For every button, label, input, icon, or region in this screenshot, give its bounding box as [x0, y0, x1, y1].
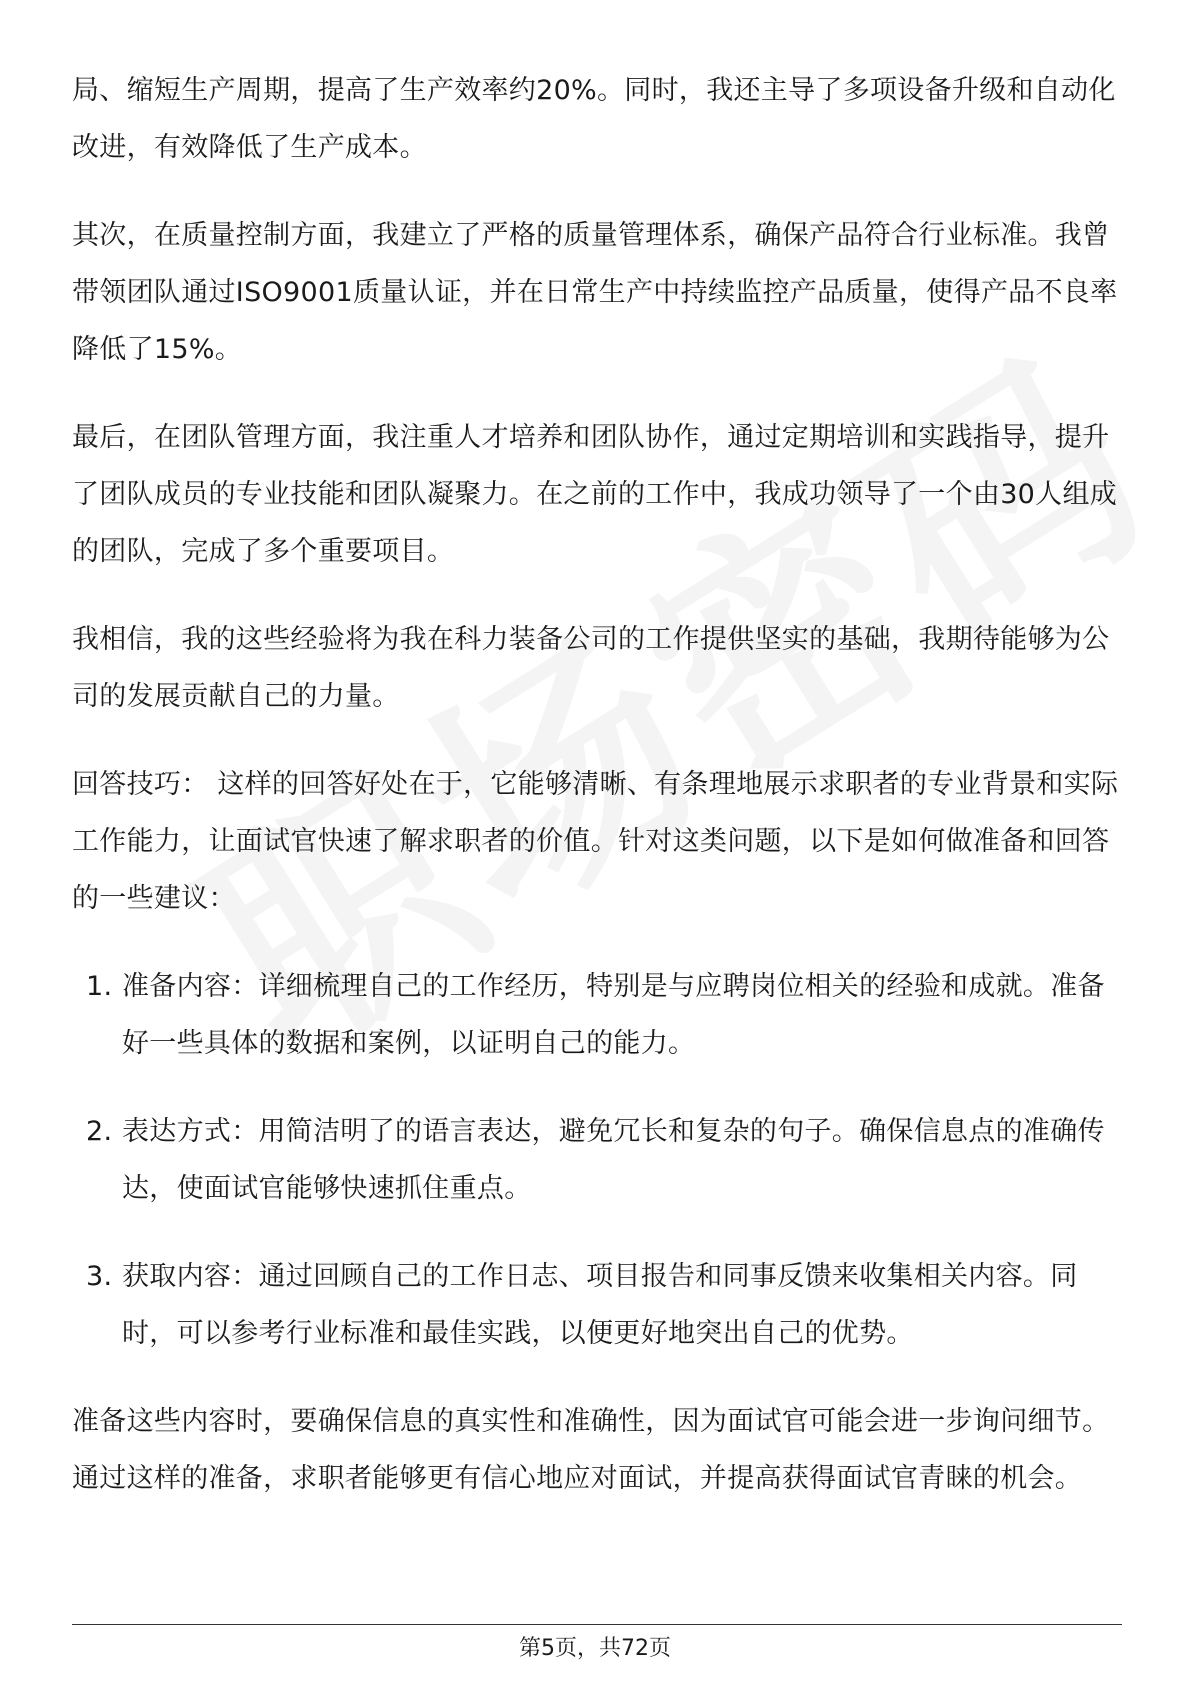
- list-number: 2.: [86, 1116, 113, 1147]
- list-item: [72, 958, 1122, 1072]
- list-item: [72, 1103, 1122, 1217]
- footer-divider: [72, 1624, 1122, 1625]
- list-number: 1.: [86, 971, 113, 1002]
- list-text: 准备内容：详细梳理自己的工作经历，特别是与应聘岗位相关的经验和成就。准备好一些具体的数据和案例，以证明自己的能力。: [122, 971, 1105, 1059]
- closing-paragraph: 准备这些内容时，要确保信息的真实性和准确性，因为面试官可能会进一步询问细节。通过这样的准备，求职者能够更有信心地应对面试，并提高获得面试官青睐的机会。: [72, 1406, 1110, 1494]
- paragraph-3: 最后，在团队管理方面，我注重人才培养和团队协作，通过定期培训和实践指导，提升了团队成员的专业技能和团队凝聚力。在之前的工作中，我成功领导了一个由30人组成的团队，完成了多个重要项目。: [72, 422, 1118, 567]
- list-item: [72, 1248, 1122, 1362]
- answer-tips-paragraph: 回答技巧： 这样的回答好处在于，它能够清晰、有条理地展示求职者的专业背景和实际工作能力，让面试官快速了解求职者的价值。针对这类问题，以下是如何做准备和回答的一些建议：: [72, 769, 1119, 914]
- list-text: 获取内容：通过回顾自己的工作日志、项目报告和同事反馈来收集相关内容。同时，可以参考行业标准和最佳实践，以便更好地突出自己的优势。: [122, 1261, 1078, 1349]
- suggestion-list: [72, 958, 1122, 1362]
- page-content: [72, 62, 1122, 1538]
- paragraph-1: 局、缩短生产周期，提高了生产效率约20%。同时，我还主导了多项设备升级和自动化改进，有效降低了生产成本。: [72, 75, 1116, 163]
- paragraph-4: 我相信，我的这些经验将为我在科力装备公司的工作提供坚实的基础，我期待能够为公司的发展贡献自己的力量。: [72, 624, 1110, 712]
- paragraph-2: 其次，在质量控制方面，我建立了严格的质量管理体系，确保产品符合行业标准。我曾带领团队通过ISO9001质量认证，并在日常生产中持续监控产品质量，使得产品不良率降低了15%。: [72, 220, 1118, 365]
- list-text: 表达方式：用简洁明了的语言表达，避免冗长和复杂的句子。确保信息点的准确传达，使面试官能够快速抓住重点。: [122, 1116, 1105, 1204]
- page-number: 第5页，共72页: [519, 1636, 671, 1661]
- list-number: 3.: [86, 1261, 113, 1292]
